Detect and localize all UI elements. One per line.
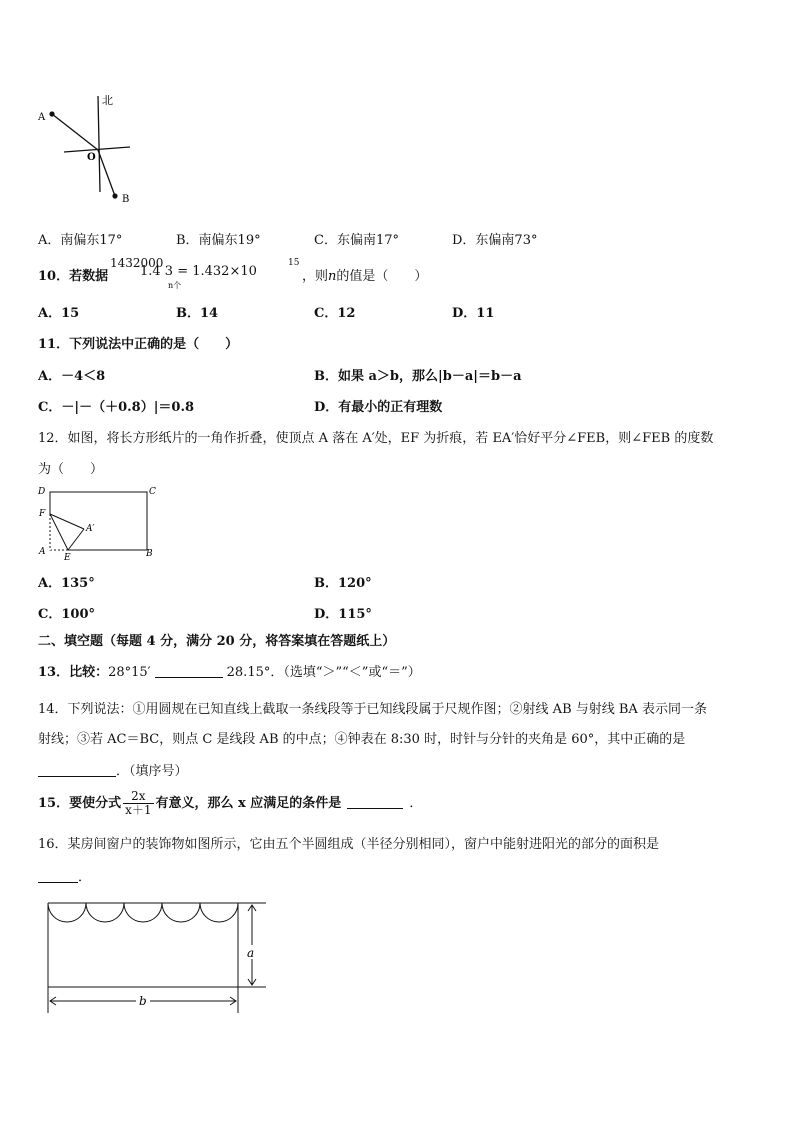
q13-answer-blank[interactable]	[155, 665, 223, 678]
q13-prefix: 13．比较：	[38, 665, 109, 680]
q10-suffix	[302, 265, 427, 284]
q13-line	[38, 661, 421, 680]
q12-option-b: B．120°	[314, 576, 372, 591]
q10-prefix: 10．若数据	[38, 269, 109, 284]
q16-end: ．	[78, 870, 92, 885]
q12-stem-line1: 12．如图，将长方形纸片的一角作折叠，使顶点 A 落在 A′处，EF 为折痕，若 EA′恰好平分∠FEB，则∠FEB 的度数	[38, 431, 714, 446]
window-figure	[38, 895, 278, 1020]
q10-expr-main: 1.4 3 = 1.432×10	[140, 264, 257, 279]
fig12-label-c: C	[149, 487, 156, 497]
point-o-label: O	[87, 152, 96, 163]
q16-answer-blank[interactable]	[38, 870, 78, 883]
q15-denominator: x＋1	[125, 803, 152, 817]
q15-end: ．	[409, 796, 423, 811]
north-label: 北	[102, 94, 113, 107]
q13-left: 28°15′	[108, 665, 151, 680]
q11-stem: 11．下列说法中正确的是（ ）	[38, 337, 239, 352]
q10-option-d: D．11	[452, 306, 495, 321]
q15-prefix: 15．要使分式	[38, 796, 122, 811]
q11-option-b: B．如果 a＞b，那么|b－a|＝b－a	[314, 369, 522, 384]
q9-option-d: D．东偏南73°	[452, 233, 538, 248]
q15-numerator: 2x	[123, 790, 153, 804]
q10-suffix-text: ，则	[302, 269, 329, 284]
fig12-label-e: E	[64, 553, 71, 562]
section-heading: 二、填空题（每题 4 分，满分 20 分，将答案填在答题纸上）	[38, 634, 396, 649]
q11-option-c: C．－|－（＋0.8）|＝0.8	[38, 400, 195, 415]
q15-suffix: 有意义，那么 x 应满足的条件是	[155, 796, 342, 811]
q9-option-a: A．南偏东17°	[38, 233, 123, 248]
point-b-label: B	[122, 194, 130, 205]
fig12-label-a: A	[39, 547, 46, 557]
q15-fraction	[123, 790, 153, 817]
fig12-label-f: F	[39, 509, 46, 519]
q11-option-a: A．－4＜8	[38, 369, 106, 384]
q14-answer-blank[interactable]	[38, 764, 116, 777]
q10-option-b: B．14	[176, 306, 219, 321]
q10-suffix2: 的值是（ ）	[336, 269, 428, 284]
dimension-b-label: b	[139, 994, 147, 1008]
q9-option-c: C．东偏南17°	[314, 233, 399, 248]
point-a-label: A	[38, 112, 46, 123]
q10-exponent: 15	[288, 258, 300, 268]
q14-line3-text: ．（填序号）	[116, 764, 188, 779]
q12-stem-line2: 为（ ）	[38, 462, 104, 477]
q12-option-d: D．115°	[314, 607, 372, 622]
q10-under: n个	[168, 281, 182, 290]
q14-line2: 射线；③若 AC＝BC，则点 C 是线段 AB 的中点；④钟表在 8:30 时，时针与分针的夹角是 60°，其中正确的是	[38, 732, 686, 747]
dimension-a-label: a	[247, 946, 255, 960]
q14-line3	[38, 760, 188, 779]
q16-line1: 16．某房间窗户的装饰物如图所示，它由五个半圆组成（半径分别相同），窗户中能射进阳光的部分的面积是	[38, 837, 660, 852]
fig12-label-a-prime: A′	[86, 524, 95, 534]
q12-option-c: C．100°	[38, 607, 95, 622]
q13-right: 28.15°	[226, 665, 271, 680]
folded-rectangle-figure	[36, 482, 162, 562]
q10-option-c: C．12	[314, 306, 356, 321]
q10-expr-top: 1432000	[110, 256, 164, 270]
q15-answer-blank[interactable]	[347, 796, 403, 809]
fig12-label-b: B	[146, 549, 153, 559]
q16-line2	[38, 866, 91, 885]
q11-option-d: D．有最小的正有理数	[314, 400, 443, 415]
q14-line1: 14．下列说法：①用圆规在已知直线上截取一条线段等于已知线段属于尺规作图；②射线 AB 与射线 BA 表示同一条	[38, 702, 707, 717]
q13-suffix: ．（选填“＞”“＜”或“＝”）	[270, 665, 421, 680]
q10-var: n	[328, 269, 337, 284]
q9-option-b: B．南偏东19°	[176, 233, 261, 248]
q15-line	[38, 790, 422, 817]
compass-figure	[36, 92, 146, 208]
q12-option-a: A．135°	[38, 576, 95, 591]
q10-option-a: A．15	[38, 306, 80, 321]
fig12-label-d: D	[38, 487, 46, 497]
